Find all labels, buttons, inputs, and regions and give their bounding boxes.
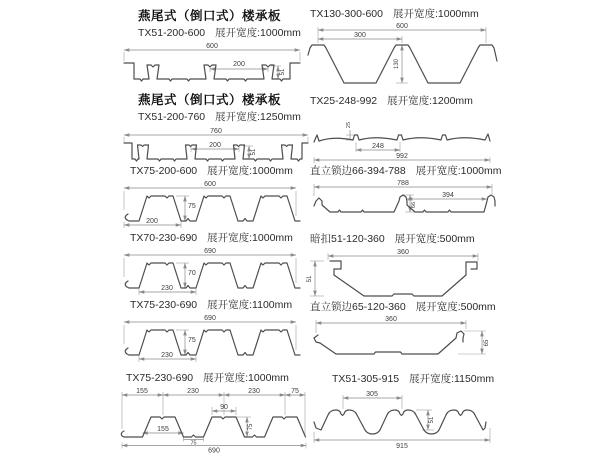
unfold-width: 展开宽度:1150mm — [409, 373, 494, 385]
panel-title — [130, 297, 306, 312]
model-code: TX75-200-600 — [130, 165, 197, 177]
dim-label-overall: 760 — [210, 128, 222, 135]
unfold-width: 展开宽度:1000mm — [215, 27, 301, 39]
model-code: TX51-200-600 — [138, 27, 205, 39]
drawing-tx70-230-690 — [118, 247, 306, 297]
profile-path — [124, 63, 300, 81]
unfold-width: 展开宽度:1100mm — [207, 299, 292, 311]
dim-label-height: 51 — [251, 148, 257, 155]
dim-label-height: 65 — [484, 339, 490, 346]
panel-tx130-300-600 — [306, 6, 498, 89]
dim-label-overall: 992 — [396, 153, 408, 160]
profile-path — [314, 331, 464, 354]
unfold-width: 展开宽度:1000mm — [207, 232, 293, 244]
model-code: TX75-230-690 — [126, 372, 193, 384]
dim-label-overall: 788 — [397, 180, 409, 187]
model-code: 直立锁边65-120-360 — [310, 301, 406, 313]
dim-label-pitch: 200 — [233, 61, 245, 68]
panel-title — [130, 163, 306, 178]
drawing-tx51-200-600 — [118, 42, 306, 88]
dim-label-height: 70 — [188, 270, 196, 277]
model-code: TX130-300-600 — [310, 8, 383, 20]
dim-label-height: 75 — [188, 203, 196, 210]
panel-tx75-230-690-1000 — [114, 370, 314, 453]
model-code: 直立锁边66-394-788 — [310, 165, 406, 177]
drawing-ak-51-120-360 — [306, 248, 496, 300]
panel-tx51-305-915 — [306, 371, 502, 450]
unfold-width: 展开宽度:1000mm — [416, 165, 502, 177]
panel-title — [138, 25, 306, 40]
dim-label-rib-base: 155 — [157, 426, 169, 433]
model-code: TX51-200-760 — [138, 111, 205, 123]
drawing-tx51-200-760 — [118, 126, 314, 166]
unfold-width: 展开宽度:500mm — [395, 233, 475, 245]
dim-label-pitch: 200 — [146, 218, 158, 225]
panel-header: 燕尾式（倒口式）楼承板 — [138, 90, 314, 108]
unfold-width: 展开宽度:1000mm — [393, 8, 479, 20]
panel-title — [130, 230, 306, 245]
dim-label-pitch: 230 — [161, 285, 173, 292]
profile-path — [330, 261, 477, 296]
dim-label-seg4: 75 — [291, 388, 299, 395]
drawing-tx130-300-600 — [306, 23, 498, 89]
dim-label-height: 75 — [248, 423, 254, 430]
dim-label-overall: 360 — [397, 249, 409, 256]
dim-label-overall: 690 — [208, 448, 220, 453]
dim-label-height: 25 — [346, 122, 352, 128]
profile-path — [314, 195, 495, 212]
profile-path — [125, 330, 300, 355]
model-code: 暗扣51-120-360 — [310, 233, 385, 245]
panel-title — [138, 109, 314, 124]
panel-tx51-200-600 — [118, 6, 306, 88]
profile-path — [314, 410, 486, 434]
dim-label-pitch: 300 — [354, 32, 366, 39]
dim-label-height: 51 — [429, 416, 435, 423]
panel-header: 燕尾式（倒口式）楼承板 — [138, 6, 306, 24]
dim-label-overall: 360 — [385, 316, 397, 323]
dim-label-seg1: 155 — [136, 388, 148, 395]
panel-tx75-230-690-1100 — [118, 297, 306, 364]
model-code: TX51-305-915 — [332, 373, 399, 385]
panel-title — [310, 231, 496, 246]
unfold-width: 展开宽度:1000mm — [203, 372, 289, 384]
panel-tx51-200-760 — [118, 90, 314, 166]
panel-zlsb-66-394-788 — [306, 163, 502, 226]
dim-label-height: 66 — [411, 202, 417, 208]
unfold-width: 展开宽度:1250mm — [215, 111, 301, 123]
profile-path — [314, 134, 490, 142]
unfold-width: 展开宽度:500mm — [416, 301, 496, 313]
drawing-zlsb-65-120-360 — [306, 316, 502, 364]
dim-label-pitch: 200 — [209, 142, 221, 149]
dim-label-seg3: 230 — [248, 388, 260, 395]
drawing-tx75-200-600 — [118, 180, 306, 230]
profile-path — [125, 263, 300, 288]
dim-label-pitch: 230 — [161, 352, 173, 359]
dim-label-height: 130 — [394, 58, 400, 69]
profile-path — [308, 45, 497, 83]
panel-title — [310, 93, 502, 108]
panel-title — [332, 371, 502, 386]
panel-title — [310, 6, 498, 21]
model-code: TX75-230-690 — [130, 299, 197, 311]
dim-label-pitch: 394 — [442, 192, 454, 199]
panel-tx25-248-992 — [306, 93, 502, 164]
unfold-width: 展开宽度:1200mm — [387, 95, 473, 107]
dim-label-pitch: 305 — [366, 391, 378, 398]
dim-label-pitch: 248 — [372, 143, 384, 150]
dim-label-overall: 600 — [396, 23, 408, 30]
profile-path — [121, 417, 305, 437]
drawing-tx75-230-690-detail — [114, 387, 314, 453]
panel-ak-51-120-360 — [306, 231, 496, 300]
unfold-width: 展开宽度:1000mm — [207, 165, 293, 177]
panel-title — [310, 299, 502, 314]
dim-label-height: 75 — [188, 337, 196, 344]
dim-label-seg2: 230 — [187, 388, 199, 395]
panel-title — [310, 163, 502, 178]
dim-label-overall: 690 — [204, 315, 216, 322]
dim-label-height: 51 — [280, 68, 286, 75]
dim-label-overall: 915 — [396, 443, 408, 450]
panel-title — [126, 370, 314, 385]
panel-tx75-200-600 — [118, 163, 306, 230]
drawing-tx51-305-915 — [306, 388, 502, 450]
panel-zlsb-65-120-360 — [306, 299, 502, 364]
dim-label-overall: 600 — [204, 181, 216, 188]
dim-label-flat: 75 — [190, 441, 196, 447]
dim-label-height: 51 — [307, 275, 313, 282]
model-code: TX70-230-690 — [130, 232, 197, 244]
model-code: TX25-248-992 — [310, 95, 377, 107]
drawing-tx75-230-690 — [118, 314, 306, 364]
panel-tx70-230-690 — [118, 230, 306, 297]
dim-label-rib-top: 90 — [220, 404, 228, 411]
drawing-zlsb-66-394-788 — [306, 180, 502, 226]
dim-label-overall: 690 — [204, 248, 216, 255]
dim-label-overall: 600 — [206, 43, 218, 50]
drawing-tx25-248-992 — [306, 110, 502, 164]
